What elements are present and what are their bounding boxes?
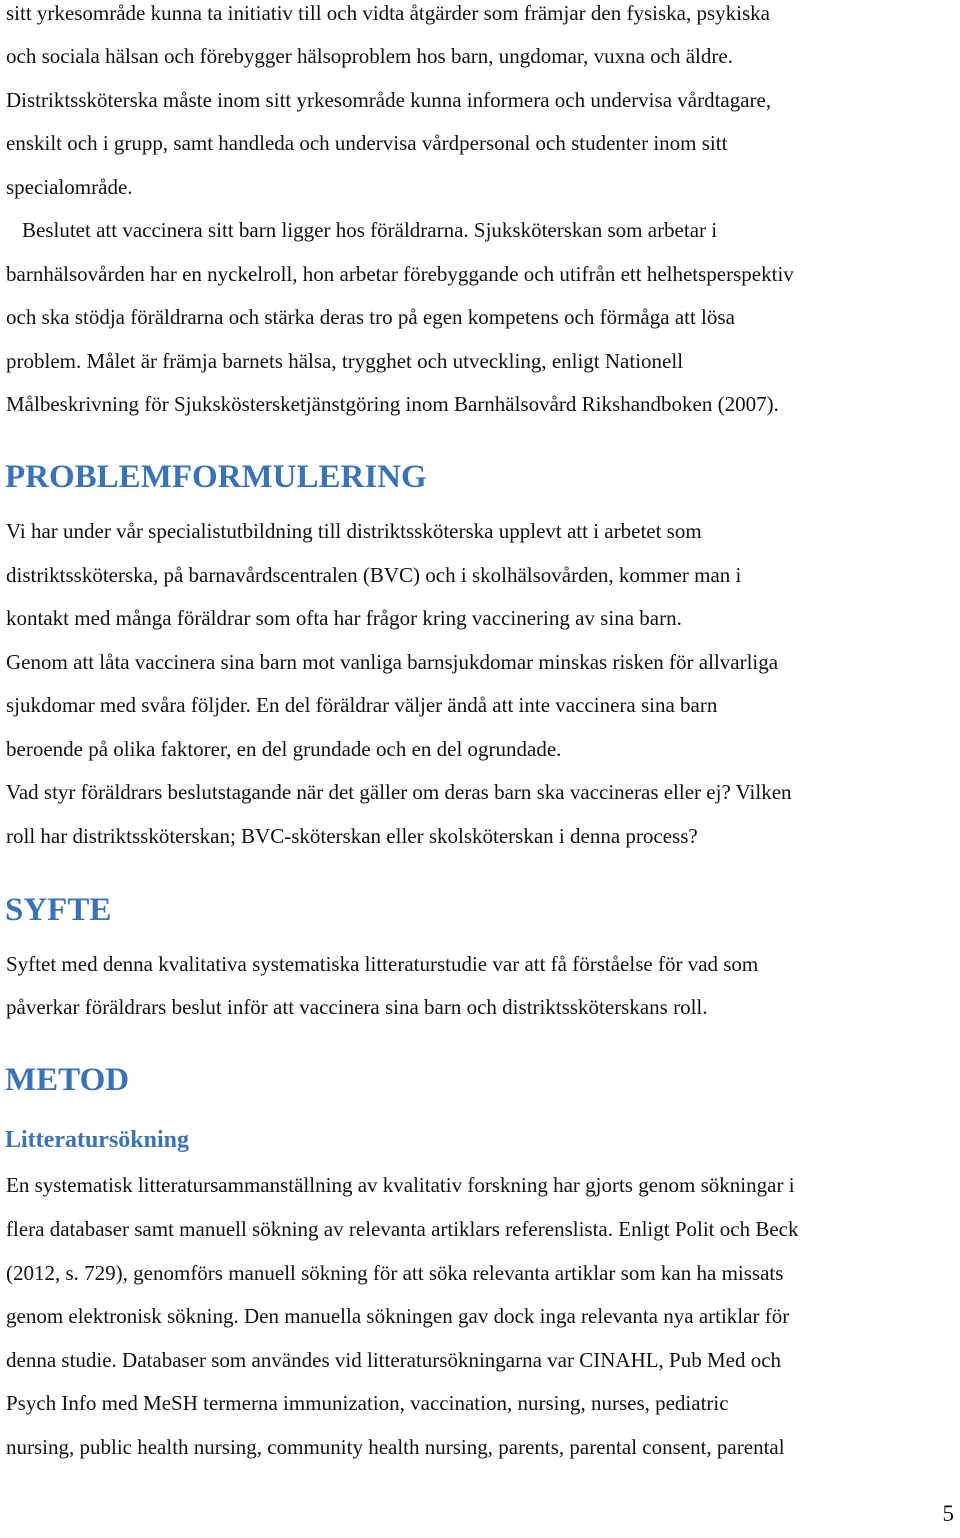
text-line: nursing, public health nursing, community health nursing, parents, parental consent, parental <box>6 1435 785 1459</box>
text-line: beroende på olika faktorer, en del grundade och en del ogrundade. <box>6 737 562 761</box>
text-line: påverkar föräldrars beslut inför att vaccinera sina barn och distriktssköterskans roll. <box>6 995 708 1019</box>
text-line: sitt yrkesområde kunna ta initiativ till och vidta åtgärder som främjar den fysiska, psykiska <box>6 1 770 25</box>
text-line: Vi har under vår specialistutbildning till distriktssköterska upplevt att i arbetet som <box>6 519 702 543</box>
text-line: Beslutet att vaccinera sitt barn ligger hos föräldrarna. Sjuksköterskan som arbetar i <box>22 218 718 242</box>
text-line: (2012, s. 729), genomförs manuell sökning för att söka relevanta artiklar som kan ha missats <box>6 1261 784 1285</box>
text-line: sjukdomar med svåra följder. En del föräldrar väljer ändå att inte vaccinera sina barn <box>6 693 718 717</box>
text-line: denna studie. Databaser som användes vid litteratursökningarna var CINAHL, Pub Med och <box>6 1348 782 1372</box>
text-line: Målbeskrivning för Sjuksköstersketjänstgöring inom Barnhälsovård Rikshandboken (2007). <box>6 392 779 416</box>
text-line: specialområde. <box>6 175 133 199</box>
section-heading-metod: METOD <box>5 1062 130 1098</box>
section-heading-syfte: SYFTE <box>5 892 112 928</box>
text-line: Syftet med denna kvalitativa systematiska litteraturstudie var att få förståelse för vad som <box>6 952 759 976</box>
text-line: distriktssköterska, på barnavårdscentralen (BVC) och i skolhälsovården, kommer man i <box>6 563 742 587</box>
text-line: Distriktssköterska måste inom sitt yrkesområde kunna informera och undervisa vårdtagare, <box>6 88 772 112</box>
text-line: roll har distriktssköterskan; BVC-sköterskan eller skolsköterskan i denna process? <box>6 824 698 848</box>
page-number: 5 <box>942 1501 954 1526</box>
text-line: Genom att låta vaccinera sina barn mot vanliga barnsjukdomar minskas risken för allvarliga <box>6 650 779 674</box>
text-line: problem. Målet är främja barnets hälsa, trygghet och utveckling, enligt Nationell <box>6 349 684 373</box>
text-line: genom elektronisk sökning. Den manuella sökningen gav dock inga relevanta nya artiklar för <box>6 1304 790 1328</box>
text-line: kontakt med många föräldrar som ofta har frågor kring vaccinering av sina barn. <box>6 606 682 630</box>
text-line: Vad styr föräldrars beslutstagande när det gäller om deras barn ska vaccineras eller ej? Vilken <box>6 780 792 804</box>
section-heading-problemformulering: PROBLEMFORMULERING <box>5 459 427 495</box>
text-line: Psych Info med MeSH termerna immunization, vaccination, nursing, nurses, pediatric <box>6 1391 729 1415</box>
text-line: flera databaser samt manuell sökning av relevanta artiklars referenslista. Enligt Polit och Beck <box>6 1217 799 1241</box>
text-line: enskilt och i grupp, samt handleda och undervisa vårdpersonal och studenter inom sitt <box>6 131 728 155</box>
text-line: barnhälsovården har en nyckelroll, hon arbetar förebyggande och utifrån ett helhetsperspektiv <box>6 262 794 286</box>
subsection-heading-litteratursokning: Litteratursökning <box>5 1127 190 1153</box>
text-line: En systematisk litteratursammanställning av kvalitativ forskning har gjorts genom sökningar i <box>6 1173 795 1197</box>
text-line: och ska stödja föräldrarna och stärka deras tro på egen kompetens och förmåga att lösa <box>6 305 735 329</box>
text-line: och sociala hälsan och förebygger hälsoproblem hos barn, ungdomar, vuxna och äldre. <box>6 44 733 68</box>
